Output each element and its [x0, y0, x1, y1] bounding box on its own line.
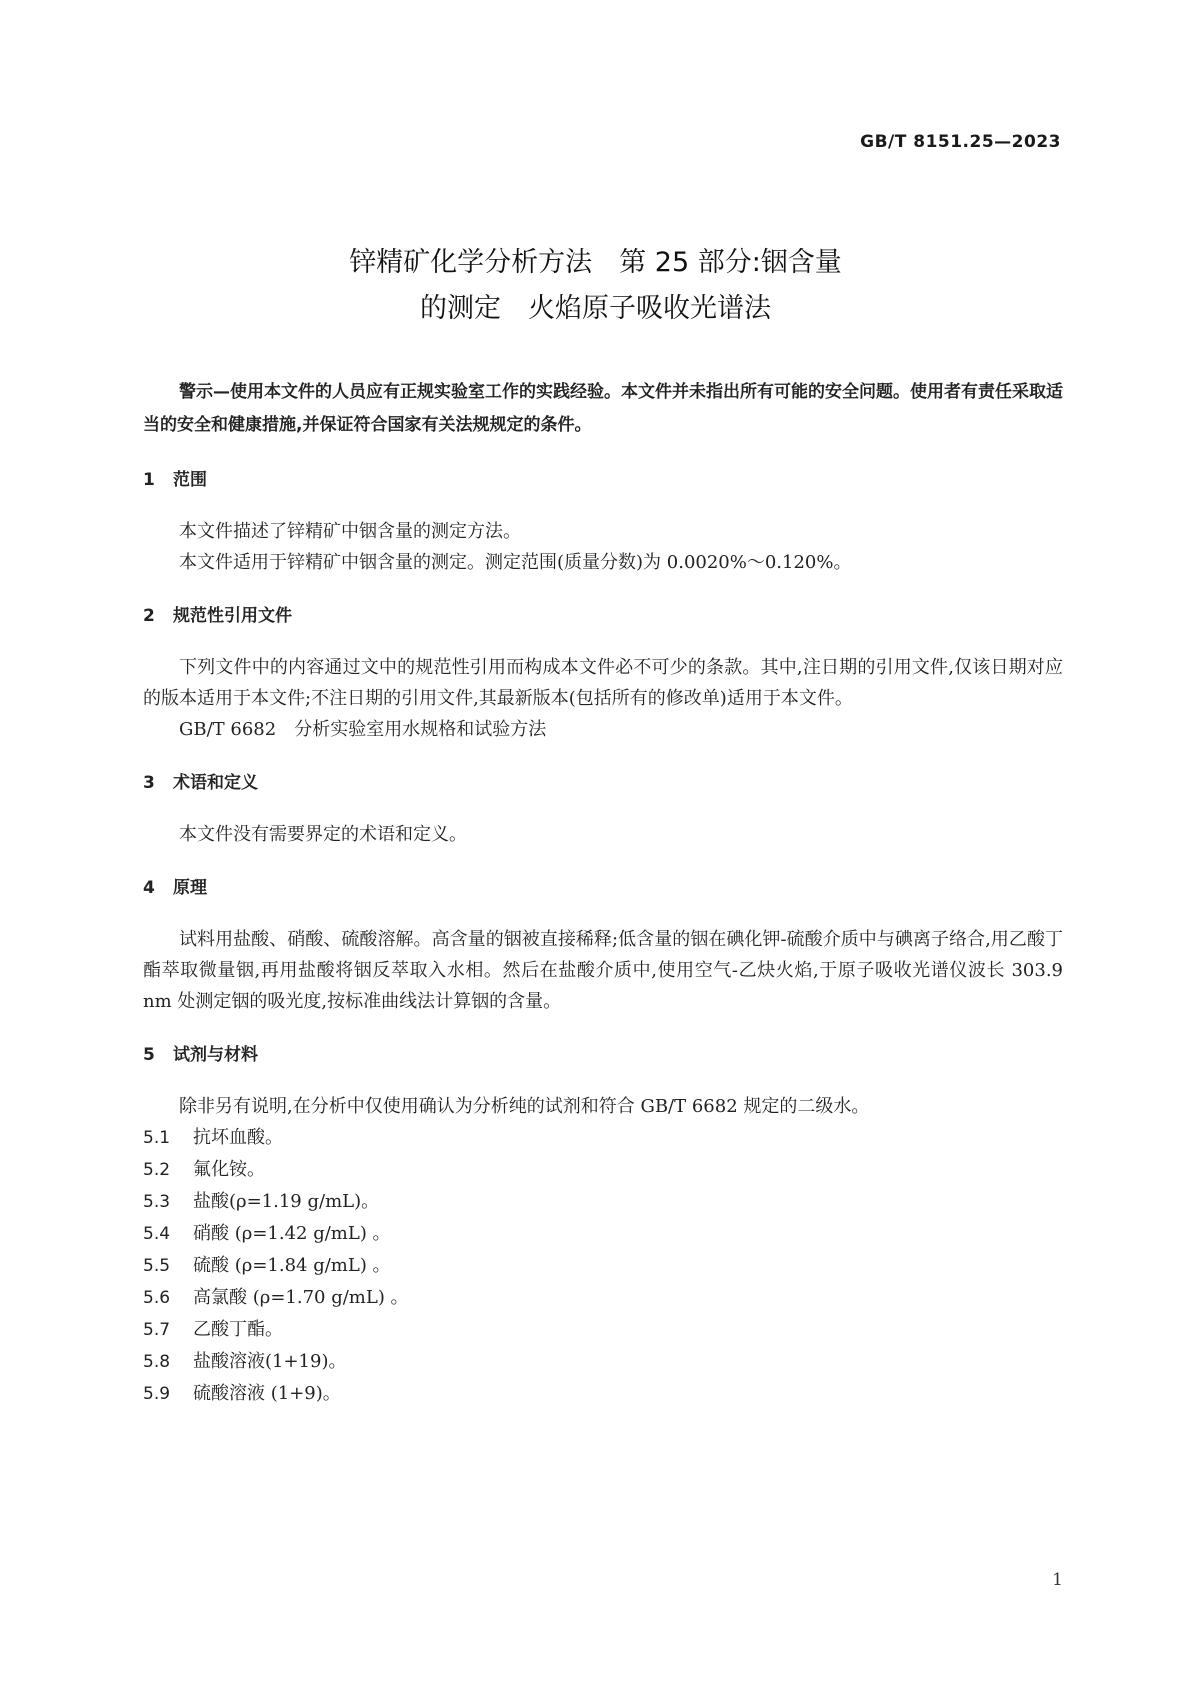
references-paragraph: 下列文件中的内容通过文中的规范性引用而构成本文件必不可少的条款。其中,注日期的引用文件,仅该日期对应的版本适用于本文件;不注日期的引用文件,其最新版本(包括所有的修改单)适用于本文件。	[143, 657, 1063, 709]
item-text: 乙酸丁酯。	[193, 1319, 283, 1340]
item-number: 5.2	[143, 1160, 171, 1180]
scope-paragraph-1: 本文件描述了锌精矿中铟含量的测定方法。	[179, 521, 521, 542]
document-code: GB/T 8151.25—2023	[860, 132, 1061, 152]
scope-paragraph-2: 本文件适用于锌精矿中铟含量的测定。测定范围(质量分数)为 0.0020%～0.120%。	[179, 552, 852, 573]
list-item	[143, 1122, 1063, 1154]
page-number: 1	[1052, 1570, 1063, 1590]
item-number: 5.1	[143, 1128, 171, 1148]
section-heading-normative-references	[143, 602, 1063, 630]
item-text: 硫酸 (ρ=1.84 g/mL) 。	[193, 1255, 391, 1276]
document-title	[0, 240, 1191, 332]
item-text: 盐酸(ρ=1.19 g/mL)。	[193, 1191, 380, 1212]
section-heading-principle	[143, 874, 1063, 902]
reagents-paragraph: 除非另有说明,在分析中仅使用确认为分析纯的试剂和符合 GB/T 6682 规定的二级水。	[179, 1096, 870, 1117]
section-number: 2	[143, 606, 155, 626]
list-item	[143, 1282, 1063, 1314]
section-title: 原理	[173, 878, 207, 898]
list-item	[143, 1250, 1063, 1282]
list-item	[143, 1218, 1063, 1250]
section-number: 4	[143, 878, 155, 898]
list-item	[143, 1314, 1063, 1346]
reagent-list	[143, 1122, 1063, 1410]
item-number: 5.6	[143, 1288, 171, 1308]
principle-paragraph: 试料用盐酸、硝酸、硫酸溶解。高含量的铟被直接稀释;低含量的铟在碘化钾-硫酸介质中与碘离子络合,用乙酸丁酯萃取微量铟,再用盐酸将铟反萃取入水相。然后在盐酸介质中,使用空气-乙炔火焰,于原子吸收光谱仪波长 303.9 nm 处测定铟的吸光度,按标准曲线法计算铟的含量。	[143, 929, 1063, 1012]
item-number: 5.8	[143, 1352, 171, 1372]
item-number: 5.9	[143, 1384, 171, 1404]
item-number: 5.7	[143, 1320, 171, 1340]
safety-warning: 警示—使用本文件的人员应有正规实验室工作的实践经验。本文件并未指出所有可能的安全问题。使用者有责任采取适当的安全和健康措施,并保证符合国家有关法规规定的条件。	[143, 382, 1063, 435]
section-heading-scope	[143, 466, 1063, 494]
section-heading-reagents	[143, 1041, 1063, 1069]
item-text: 氟化铵。	[193, 1159, 265, 1180]
item-number: 5.3	[143, 1192, 171, 1212]
section-heading-terms	[143, 769, 1063, 797]
reference-entry: GB/T 6682 分析实验室用水规格和试验方法	[179, 719, 547, 740]
list-item	[143, 1346, 1063, 1378]
section-number: 5	[143, 1045, 155, 1065]
section-number: 1	[143, 470, 155, 490]
item-text: 盐酸溶液(1+19)。	[193, 1351, 347, 1372]
item-text: 硝酸 (ρ=1.42 g/mL) 。	[193, 1223, 391, 1244]
item-number: 5.5	[143, 1256, 171, 1276]
title-line-1: 锌精矿化学分析方法 第 25 部分:铟含量	[349, 247, 842, 278]
item-text: 高氯酸 (ρ=1.70 g/mL) 。	[193, 1287, 409, 1308]
terms-paragraph: 本文件没有需要界定的术语和定义。	[179, 824, 467, 845]
item-number: 5.4	[143, 1224, 171, 1244]
section-title: 范围	[173, 470, 207, 490]
title-line-2: 的测定 火焰原子吸收光谱法	[420, 293, 771, 324]
list-item	[143, 1378, 1063, 1410]
section-title: 试剂与材料	[173, 1045, 258, 1065]
item-text: 抗坏血酸。	[193, 1127, 283, 1148]
section-number: 3	[143, 773, 155, 793]
section-title: 规范性引用文件	[173, 606, 292, 626]
list-item	[143, 1154, 1063, 1186]
section-title: 术语和定义	[173, 773, 258, 793]
list-item	[143, 1186, 1063, 1218]
document-body	[143, 376, 1063, 1410]
item-text: 硫酸溶液 (1+9)。	[193, 1383, 341, 1404]
